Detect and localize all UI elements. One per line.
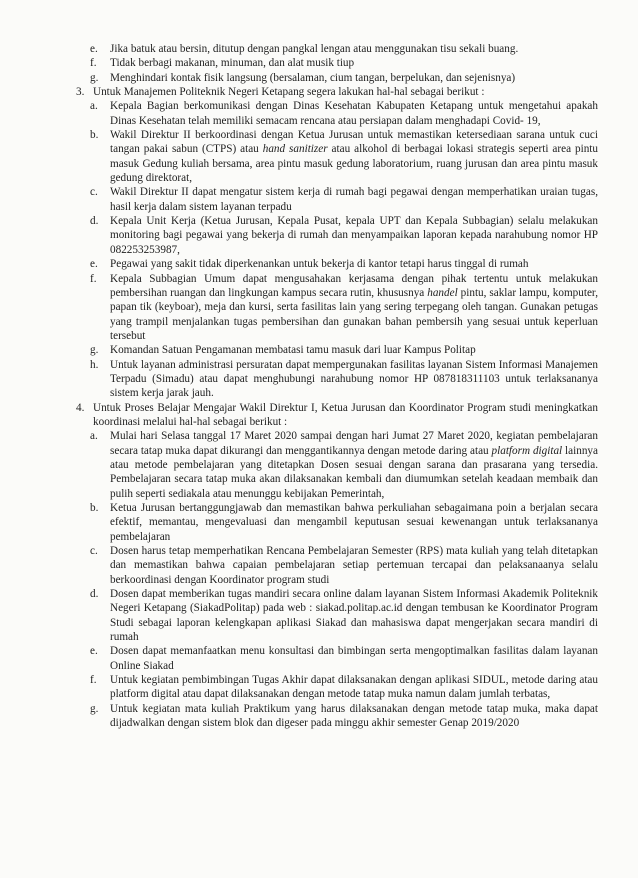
list-text — [110, 272, 598, 344]
list-item — [78, 501, 598, 544]
italic-term: hand sanitizer — [262, 143, 328, 156]
list-text — [110, 429, 598, 501]
text-part: pintu, saklar lampu, komputer, papan tik (keyboar), meja dan kursi, serta fasilitas lain yang sering terpegang oleh tangan. Gunakan petugas yang trampil menjalankan tugas pembersihan dan gunakan bahan pembersih yang sesuai untuk keperluan tersebut — [110, 286, 598, 342]
list-marker: b. — [90, 129, 99, 142]
list-marker: e. — [90, 258, 98, 271]
list-item — [78, 673, 598, 702]
section-number: 3. — [76, 86, 85, 99]
italic-term: handel — [427, 286, 458, 299]
list-marker: g. — [90, 344, 99, 357]
list-text: Pegawai yang sakit tidak diperkenankan untuk bekerja di kantor tetapi harus tinggal di rumah — [110, 258, 529, 271]
list-item — [78, 587, 598, 644]
list-text: Ketua Jurusan bertanggungjawab dan memastikan bahwa perkuliahan sebagaimana poin a berjalan secara efektif, memantau, mengevaluasi dan mengambil keputusan sesuai kewenangan untuk terlaksananya pembelajaran — [110, 502, 598, 543]
list-item — [78, 544, 598, 587]
list-text: Jika batuk atau bersin, ditutup dengan pangkal lengan atau menggunakan tisu sekali buang. — [110, 43, 519, 55]
text-part: lainnya atau metode pembelajaran yang ditetapkan Dosen sesuai dengan sarana dan prasarana yang tersedia. Pembelajaran secara tatap muka akan dilaksanakan kembali dan diumumkan setelah keadaan membaik dan pulih seperti sediakala atau menunggu kebijakan Pemerintah, — [110, 444, 598, 500]
list-item — [78, 185, 598, 214]
list-item — [78, 343, 598, 357]
list-text: Wakil Direktur II dapat mengatur sistem kerja di rumah bagi pegawai dengan memperhatikan uraian tugas, hasil kerja dalam sistem layanan terpadu — [110, 186, 598, 213]
list-marker: c. — [90, 545, 98, 558]
section-intro: Untuk Manajemen Politeknik Negeri Ketapang segera lakukan hal-hal sebagai berikut : — [93, 86, 485, 99]
list-text: Dosen dapat memberikan tugas mandiri secara online dalam layanan Sistem Informasi Akademik Politeknik Negeri Ketapang (SiakadPolitap) pada web : siakad.politap.ac.id dengan tembusan ke Koordinator Program Studi sebagai laporan kelengkapan aplikasi Siakad dan mahasiswa dapat mengerjakan secara mandiri di rumah — [110, 588, 598, 644]
list-text: Tidak berbagi makanan, minuman, dan alat musik tiup — [110, 57, 355, 70]
text-part: Wakil Direktur II berkoordinasi dengan Ketua Jurusan untuk memastikan ketersediaan sarana untuk cuci tangan pakai sabun (CTPS) atau — [110, 129, 598, 156]
list-marker: f. — [90, 272, 97, 285]
list-marker: d. — [90, 588, 99, 601]
list-marker: e. — [90, 43, 98, 55]
list-item — [78, 257, 598, 271]
list-item — [78, 429, 598, 501]
list-text: Kepala Unit Kerja (Ketua Jurusan, Kepala Pusat, kepala UPT dan Kepala Subbagian) selalu melakukan monitoring bagi pegawai yang bekerja di rumah dan menyampaikan laporan kepada narahubung nomor HP 082253253987, — [110, 215, 598, 256]
list-text: Untuk kegiatan pembimbingan Tugas Akhir dapat dilaksanakan dengan aplikasi SIDUL, metode daring atau platform digital atau dapat dilaksanakan dengan metode tatap muka namun dalam jumlah terbatas, — [110, 674, 598, 701]
list-marker: a. — [90, 430, 98, 443]
list-text: Menghindari kontak fisik langsung (bersalaman, cium tangan, berpelukan, dan sejenisnya) — [110, 71, 516, 84]
list-marker: f. — [90, 674, 97, 687]
list-marker: g. — [90, 71, 99, 84]
list-item — [78, 272, 598, 344]
list-text: Untuk layanan administrasi persuratan dapat mempergunakan fasilitas layanan Sistem Informasi Manajemen Terpadu (Simadu) atau dapat menghubungi narahubung nomor HP 087818311103 untuk terlaksananya sistem kerja jarak jauh. — [110, 358, 598, 400]
list-marker: a. — [90, 100, 98, 113]
list-item — [78, 214, 598, 257]
list-item — [78, 702, 598, 731]
list-item — [78, 99, 598, 128]
list-text: Kepala Bagian berkomunikasi dengan Dinas Kesehatan Kabupaten Ketapang untuk mengetahui apakah Dinas Kesehatan telah memiliki semacam rencana atau persiapan dalam menghadapi Covid- 19, — [110, 100, 598, 127]
list-marker: e. — [90, 645, 98, 658]
list-text: Dosen harus tetap memperhatikan Rencana Pembelajaran Semester (RPS) mata kuliah yang telah ditetapkan dan memastikan bahwa capaian pembelajaran setiap pertemuan tercapai dan pelaksanaanya selalu berkoordinasi dengan Koordinator program studi — [110, 545, 598, 586]
list-marker: f. — [90, 57, 97, 70]
list-marker: d. — [90, 215, 99, 228]
list-marker: b. — [90, 502, 99, 514]
italic-term: platform digital — [491, 444, 563, 457]
text-part: atau alkohol di berbagai lokasi strategis seperti area pintu masuk Gedung kuliah bersama, area pintu masuk gedung laboratorium, ruang jurusan dan area pintu masuk gedung direktorat, — [110, 143, 598, 185]
list-text: Untuk kegiatan mata kuliah Praktikum yang harus dilaksanakan dengan metode tatap muka, maka dapat dijadwalkan dengan sistem blok dan digeser pada minggu akhir semester Genap 2019/2020 — [110, 702, 598, 730]
list-marker: c. — [90, 186, 98, 199]
list-item — [78, 42, 598, 56]
text-part: Kepala Subbagian Umum dapat mengusahakan kerjasama dengan pihak tertentu untuk melakukan pembersihan ruangan dan lingkungan kampus secara rutin, khususnya — [110, 272, 598, 299]
list-marker: h. — [90, 358, 99, 371]
section-3 — [76, 85, 598, 99]
list-item — [78, 128, 598, 185]
section-number: 4. — [76, 401, 85, 414]
list-text — [110, 128, 598, 185]
list-text: Dosen dapat memanfaatkan menu konsultasi dan bimbingan serta mengoptimalkan fasilitas dalam layanan Online Siakad — [110, 645, 598, 672]
document-body — [78, 42, 598, 731]
section-4 — [76, 401, 598, 430]
list-item — [78, 358, 598, 401]
list-marker: g. — [90, 702, 99, 715]
section-intro: Untuk Proses Belajar Mengajar Wakil Direktur I, Ketua Jurusan dan Koordinator Program studi meningkatkan koordinasi melalui hal-hal sebagai berikut : — [93, 401, 598, 428]
list-text: Komandan Satuan Pengamanan membatasi tamu masuk dari luar Kampus Politap — [110, 344, 476, 357]
text-part: Mulai hari Selasa tanggal 17 Maret 2020 sampai dengan hari Jumat 27 Maret 2020, kegiatan pembelajaran secara tatap muka dapat dikurangi dan menggantikannya dengan metode daring atau — [110, 430, 598, 457]
list-item — [78, 71, 598, 85]
list-item — [78, 56, 598, 70]
list-item — [78, 644, 598, 673]
